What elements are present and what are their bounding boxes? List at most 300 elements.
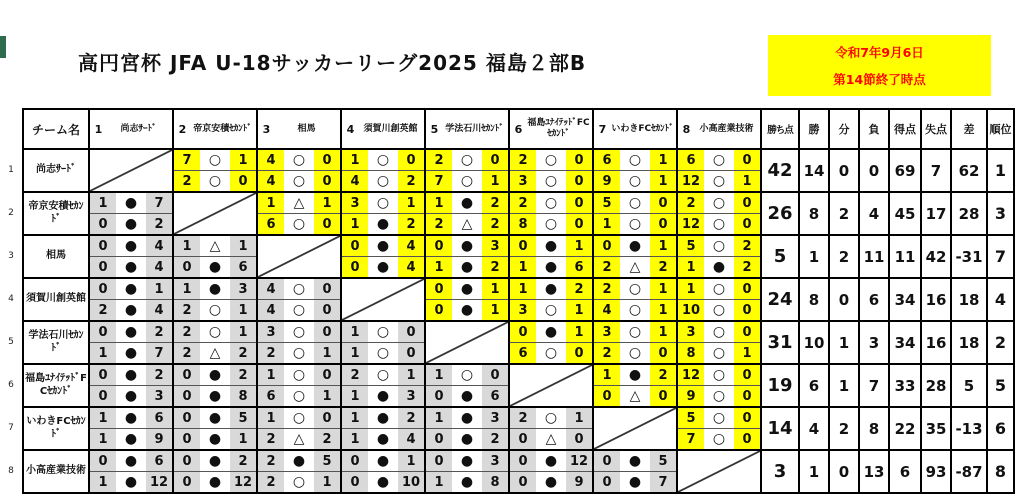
score-for: 1 — [342, 214, 368, 234]
league-crosstable — [22, 108, 1015, 494]
stat-header-draws: 分 — [829, 109, 859, 149]
stat-header-wins: 勝 — [799, 109, 829, 149]
result-symbol: △ — [620, 386, 650, 406]
result-symbol: ○ — [536, 150, 566, 170]
score-for: 0 — [594, 386, 620, 406]
score-against: 1 — [650, 236, 676, 256]
score-against: 7 — [146, 193, 172, 213]
opponent-header-1 — [89, 109, 173, 149]
info-round-status: 第14節終了時点 — [833, 71, 926, 87]
result-symbol: ● — [452, 193, 482, 213]
opponent-name: 帝京安積ｾｶﾝﾄﾞ — [193, 123, 252, 134]
score-against: 1 — [314, 386, 340, 406]
match-line — [678, 428, 760, 449]
score-against: 12 — [566, 451, 592, 471]
match-line — [510, 322, 592, 342]
result-symbol: ● — [116, 236, 146, 256]
result-symbol: ● — [116, 365, 146, 385]
score-against: 0 — [230, 171, 256, 191]
match-cell-inner — [678, 150, 760, 191]
match-cell-r6-c7 — [593, 364, 677, 407]
match-cell-r7-c8 — [677, 407, 761, 450]
row-number: 3 — [8, 250, 14, 261]
match-line — [90, 365, 172, 385]
score-against: 2 — [230, 343, 256, 363]
result-symbol: ● — [536, 236, 566, 256]
score-against: 1 — [314, 193, 340, 213]
stat-goals-against-cell: 7 — [921, 149, 951, 192]
opponent-header-2 — [173, 109, 257, 149]
score-against: 0 — [734, 322, 760, 342]
score-for: 3 — [678, 322, 704, 342]
stat-draws-cell: 1 — [829, 364, 859, 407]
result-symbol: ○ — [284, 343, 314, 363]
result-symbol: ● — [116, 193, 146, 213]
score-for: 0 — [510, 451, 536, 471]
score-for: 6 — [510, 343, 536, 363]
score-against: 0 — [650, 343, 676, 363]
stat-losses-cell: 7 — [859, 364, 889, 407]
result-symbol: ● — [452, 472, 482, 492]
match-cell-r2-c4 — [341, 192, 425, 235]
score-for: 7 — [426, 171, 452, 191]
score-for: 6 — [258, 386, 284, 406]
score-for: 0 — [90, 214, 116, 234]
match-line — [426, 408, 508, 428]
team-name-cell: 学法石川ｾｶﾝﾄﾞ — [23, 321, 89, 364]
result-symbol: ○ — [284, 386, 314, 406]
diagonal-cell — [509, 364, 593, 407]
opponent-number: 2 — [178, 122, 187, 136]
score-against: 0 — [650, 386, 676, 406]
score-against: 0 — [650, 193, 676, 213]
result-symbol: ○ — [704, 171, 734, 191]
score-for: 0 — [342, 451, 368, 471]
result-symbol: ○ — [620, 193, 650, 213]
match-cell-r3-c7 — [593, 235, 677, 278]
result-symbol: ○ — [284, 279, 314, 299]
score-for: 0 — [426, 279, 452, 299]
score-for: 7 — [678, 429, 704, 449]
match-cell-r6-c8 — [677, 364, 761, 407]
match-cell-inner — [678, 322, 760, 363]
result-symbol: ○ — [284, 214, 314, 234]
match-line — [258, 322, 340, 342]
stat-goals-for-cell: 22 — [889, 407, 921, 450]
score-against: 1 — [734, 343, 760, 363]
score-for: 0 — [90, 279, 116, 299]
stat-rank-cell: 8 — [987, 450, 1014, 493]
match-cell-r2-c8 — [677, 192, 761, 235]
match-line — [594, 365, 676, 385]
score-for: 0 — [90, 257, 116, 277]
score-for: 2 — [174, 300, 200, 320]
score-for: 7 — [174, 150, 200, 170]
match-line — [594, 193, 676, 213]
match-cell-r1-c6 — [509, 149, 593, 192]
row-number: 2 — [8, 207, 14, 218]
stat-wins-cell: 1 — [799, 450, 829, 493]
score-against: 1 — [314, 472, 340, 492]
score-for: 0 — [174, 365, 200, 385]
stat-draws-cell: 1 — [829, 321, 859, 364]
match-line — [678, 408, 760, 428]
score-for: 2 — [258, 343, 284, 363]
result-symbol: ● — [284, 451, 314, 471]
match-line — [510, 170, 592, 191]
result-symbol: ● — [116, 300, 146, 320]
score-against: 2 — [398, 171, 424, 191]
stat-goals-against-cell: 28 — [921, 364, 951, 407]
stat-goal-diff-cell: -13 — [951, 407, 987, 450]
stat-goals-for-cell: 69 — [889, 149, 921, 192]
result-symbol: ○ — [620, 343, 650, 363]
score-against: 9 — [146, 429, 172, 449]
score-against: 0 — [734, 214, 760, 234]
result-symbol: ● — [200, 257, 230, 277]
match-cell-inner — [174, 451, 256, 492]
match-line — [174, 150, 256, 170]
result-symbol: ● — [368, 429, 398, 449]
score-for: 0 — [594, 451, 620, 471]
match-cell-inner — [90, 322, 172, 363]
match-line — [510, 193, 592, 213]
result-symbol: ○ — [284, 408, 314, 428]
match-cell-inner — [174, 322, 256, 363]
score-for: 12 — [678, 365, 704, 385]
match-cell-inner — [342, 193, 424, 234]
match-line — [426, 365, 508, 385]
stat-points-cell: 26 — [761, 192, 799, 235]
stat-rank-cell: 6 — [987, 407, 1014, 450]
opponent-number: 4 — [346, 122, 355, 136]
result-symbol: ● — [368, 214, 398, 234]
match-line — [594, 299, 676, 320]
team-name-cell: 尚志ｻｰﾄﾞ — [23, 149, 89, 192]
match-cell-inner — [174, 236, 256, 277]
match-cell-r6-c2 — [173, 364, 257, 407]
match-line — [342, 342, 424, 363]
match-line — [258, 279, 340, 299]
opponent-number: 8 — [682, 122, 691, 136]
match-cell-inner — [342, 236, 424, 277]
opponent-header-wrap — [426, 110, 508, 148]
score-for: 1 — [426, 408, 452, 428]
match-cell-r4-c8 — [677, 278, 761, 321]
match-cell-inner — [90, 236, 172, 277]
score-for: 0 — [510, 236, 536, 256]
score-for: 1 — [342, 150, 368, 170]
score-against: 1 — [566, 408, 592, 428]
score-against: 1 — [230, 322, 256, 342]
match-line — [678, 385, 760, 406]
score-against: 2 — [482, 257, 508, 277]
result-symbol: ● — [116, 386, 146, 406]
match-cell-r4-c5 — [425, 278, 509, 321]
match-line — [90, 299, 172, 320]
stat-losses-cell: 4 — [859, 192, 889, 235]
stat-goals-for-cell: 45 — [889, 192, 921, 235]
score-against: 2 — [650, 257, 676, 277]
score-for: 3 — [342, 193, 368, 213]
match-line — [594, 342, 676, 363]
score-against: 0 — [398, 322, 424, 342]
match-cell-r3-c6 — [509, 235, 593, 278]
match-cell-inner — [510, 408, 592, 449]
result-symbol: ○ — [368, 193, 398, 213]
score-for: 4 — [258, 279, 284, 299]
match-cell-inner — [90, 408, 172, 449]
match-line — [678, 256, 760, 277]
result-symbol: ● — [200, 279, 230, 299]
stat-rank-cell: 7 — [987, 235, 1014, 278]
match-line — [678, 193, 760, 213]
score-against: 6 — [482, 386, 508, 406]
opponent-number: 7 — [598, 122, 607, 136]
match-line — [510, 150, 592, 170]
match-line — [342, 150, 424, 170]
row-number: 6 — [8, 379, 14, 390]
stat-goal-diff-cell: 62 — [951, 149, 987, 192]
match-cell-inner — [342, 322, 424, 363]
match-cell-inner — [174, 279, 256, 320]
match-line — [258, 451, 340, 471]
match-cell-inner — [510, 322, 592, 363]
match-line — [342, 385, 424, 406]
score-against: 0 — [734, 429, 760, 449]
stat-goals-against-cell: 35 — [921, 407, 951, 450]
result-symbol: ○ — [536, 408, 566, 428]
opponent-name: 福島ﾕﾅｲﾃｯﾄﾞFCｾｶﾝﾄﾞ — [527, 118, 590, 139]
match-cell-inner — [510, 279, 592, 320]
result-symbol: ● — [536, 279, 566, 299]
score-for: 1 — [342, 322, 368, 342]
score-for: 0 — [174, 257, 200, 277]
score-against: 2 — [146, 214, 172, 234]
score-against: 0 — [482, 150, 508, 170]
team-row-4 — [23, 278, 1014, 321]
score-for: 1 — [594, 365, 620, 385]
result-symbol: ● — [368, 472, 398, 492]
stat-goal-diff-cell: -87 — [951, 450, 987, 493]
score-for: 3 — [258, 322, 284, 342]
score-for: 1 — [90, 343, 116, 363]
result-symbol: ○ — [704, 279, 734, 299]
info-date: 令和7年9月6日 — [835, 45, 924, 61]
opponent-name: いわきFCｾｶﾝﾄﾞ — [611, 123, 674, 134]
match-cell-inner — [342, 150, 424, 191]
score-against: 0 — [566, 343, 592, 363]
score-against: 12 — [146, 472, 172, 492]
score-against: 0 — [398, 343, 424, 363]
score-for: 0 — [174, 386, 200, 406]
match-cell-r2-c7 — [593, 192, 677, 235]
score-against: 1 — [230, 236, 256, 256]
score-for: 1 — [174, 279, 200, 299]
score-for: 4 — [342, 171, 368, 191]
match-line — [90, 322, 172, 342]
score-against: 1 — [230, 300, 256, 320]
score-for: 1 — [678, 279, 704, 299]
team-name-cell: 須賀川創英館 — [23, 278, 89, 321]
score-against: 0 — [734, 386, 760, 406]
score-for: 4 — [594, 300, 620, 320]
score-against: 0 — [566, 214, 592, 234]
match-cell-inner — [174, 365, 256, 406]
match-line — [90, 408, 172, 428]
match-cell-inner — [258, 408, 340, 449]
team-name-cell: 福島ﾕﾅｲﾃｯﾄﾞFCｾｶﾝﾄﾞ — [23, 364, 89, 407]
match-line — [594, 279, 676, 299]
score-for: 12 — [678, 171, 704, 191]
score-against: 4 — [398, 257, 424, 277]
result-symbol: ● — [536, 472, 566, 492]
score-for: 1 — [426, 472, 452, 492]
match-line — [90, 193, 172, 213]
stat-goals-for-cell: 34 — [889, 321, 921, 364]
match-line — [174, 322, 256, 342]
stat-header-goals-against: 失点 — [921, 109, 951, 149]
team-row-7 — [23, 407, 1014, 450]
score-against: 1 — [314, 343, 340, 363]
stat-draws-cell: 0 — [829, 450, 859, 493]
team-row-1 — [23, 149, 1014, 192]
match-cell-inner — [510, 451, 592, 492]
match-cell-r6-c1 — [89, 364, 173, 407]
score-for: 0 — [342, 472, 368, 492]
match-line — [426, 170, 508, 191]
score-for: 0 — [510, 429, 536, 449]
score-against: 10 — [398, 472, 424, 492]
row-number: 1 — [8, 164, 14, 175]
result-symbol: △ — [284, 193, 314, 213]
stat-losses-cell: 13 — [859, 450, 889, 493]
stat-wins-cell: 4 — [799, 407, 829, 450]
match-line — [258, 428, 340, 449]
opponent-number: 5 — [430, 122, 439, 136]
match-cell-inner — [594, 193, 676, 234]
stat-wins-cell: 10 — [799, 321, 829, 364]
match-line — [426, 385, 508, 406]
score-against: 2 — [398, 214, 424, 234]
result-symbol: ○ — [368, 171, 398, 191]
match-cell-inner — [258, 193, 340, 234]
score-against: 0 — [650, 214, 676, 234]
result-symbol: △ — [452, 214, 482, 234]
result-symbol: ● — [368, 386, 398, 406]
score-against: 2 — [146, 322, 172, 342]
match-cell-r7-c4 — [341, 407, 425, 450]
match-line — [258, 365, 340, 385]
match-cell-inner — [258, 279, 340, 320]
match-cell-r5-c4 — [341, 321, 425, 364]
result-symbol: ○ — [200, 150, 230, 170]
match-cell-r1-c8 — [677, 149, 761, 192]
score-for: 4 — [258, 171, 284, 191]
score-for: 0 — [90, 365, 116, 385]
row-number: 5 — [8, 336, 14, 347]
score-against: 6 — [230, 257, 256, 277]
stat-wins-cell: 6 — [799, 364, 829, 407]
opponent-header-3 — [257, 109, 341, 149]
match-cell-inner — [678, 236, 760, 277]
diagonal-cell — [257, 235, 341, 278]
stat-rank-cell: 5 — [987, 364, 1014, 407]
result-symbol: ○ — [704, 365, 734, 385]
score-for: 0 — [90, 451, 116, 471]
score-for: 5 — [678, 408, 704, 428]
match-cell-inner — [594, 365, 676, 406]
result-symbol: ○ — [704, 429, 734, 449]
match-line — [678, 150, 760, 170]
score-against: 3 — [482, 451, 508, 471]
match-line — [90, 428, 172, 449]
score-for: 2 — [258, 429, 284, 449]
match-line — [258, 193, 340, 213]
result-symbol: ○ — [452, 171, 482, 191]
result-symbol: ● — [116, 322, 146, 342]
score-for: 0 — [510, 322, 536, 342]
score-against: 1 — [482, 300, 508, 320]
score-against: 12 — [230, 472, 256, 492]
stat-header-rank: 順位 — [987, 109, 1014, 149]
score-against: 0 — [314, 300, 340, 320]
match-cell-r7-c6 — [509, 407, 593, 450]
result-symbol: ○ — [704, 343, 734, 363]
stat-points-cell: 42 — [761, 149, 799, 192]
match-cell-r5-c3 — [257, 321, 341, 364]
opponent-header-8 — [677, 109, 761, 149]
score-against: 1 — [566, 236, 592, 256]
opponent-number: 3 — [262, 122, 271, 136]
score-against: 0 — [734, 279, 760, 299]
result-symbol: ● — [116, 408, 146, 428]
score-for: 0 — [342, 257, 368, 277]
result-symbol: ○ — [704, 322, 734, 342]
result-symbol: ○ — [620, 279, 650, 299]
score-against: 3 — [146, 386, 172, 406]
stat-draws-cell: 2 — [829, 192, 859, 235]
result-symbol: ○ — [284, 171, 314, 191]
result-symbol: ● — [452, 279, 482, 299]
score-against: 4 — [398, 236, 424, 256]
result-symbol: ○ — [368, 343, 398, 363]
score-against: 2 — [314, 429, 340, 449]
result-symbol: ● — [116, 343, 146, 363]
match-line — [678, 279, 760, 299]
score-against: 4 — [146, 257, 172, 277]
match-cell-inner — [510, 236, 592, 277]
match-cell-inner — [426, 236, 508, 277]
match-cell-r3-c2 — [173, 235, 257, 278]
result-symbol: ● — [368, 408, 398, 428]
score-for: 9 — [594, 171, 620, 191]
score-for: 2 — [258, 451, 284, 471]
opponent-header-6 — [509, 109, 593, 149]
match-line — [342, 193, 424, 213]
score-for: 9 — [678, 386, 704, 406]
result-symbol: ● — [368, 257, 398, 277]
match-cell-inner — [90, 279, 172, 320]
match-cell-inner — [258, 322, 340, 363]
match-line — [342, 451, 424, 471]
score-against: 1 — [650, 322, 676, 342]
result-symbol: ○ — [368, 365, 398, 385]
stat-goals-against-cell: 16 — [921, 278, 951, 321]
match-line — [426, 279, 508, 299]
score-for: 5 — [678, 236, 704, 256]
match-line — [174, 299, 256, 320]
